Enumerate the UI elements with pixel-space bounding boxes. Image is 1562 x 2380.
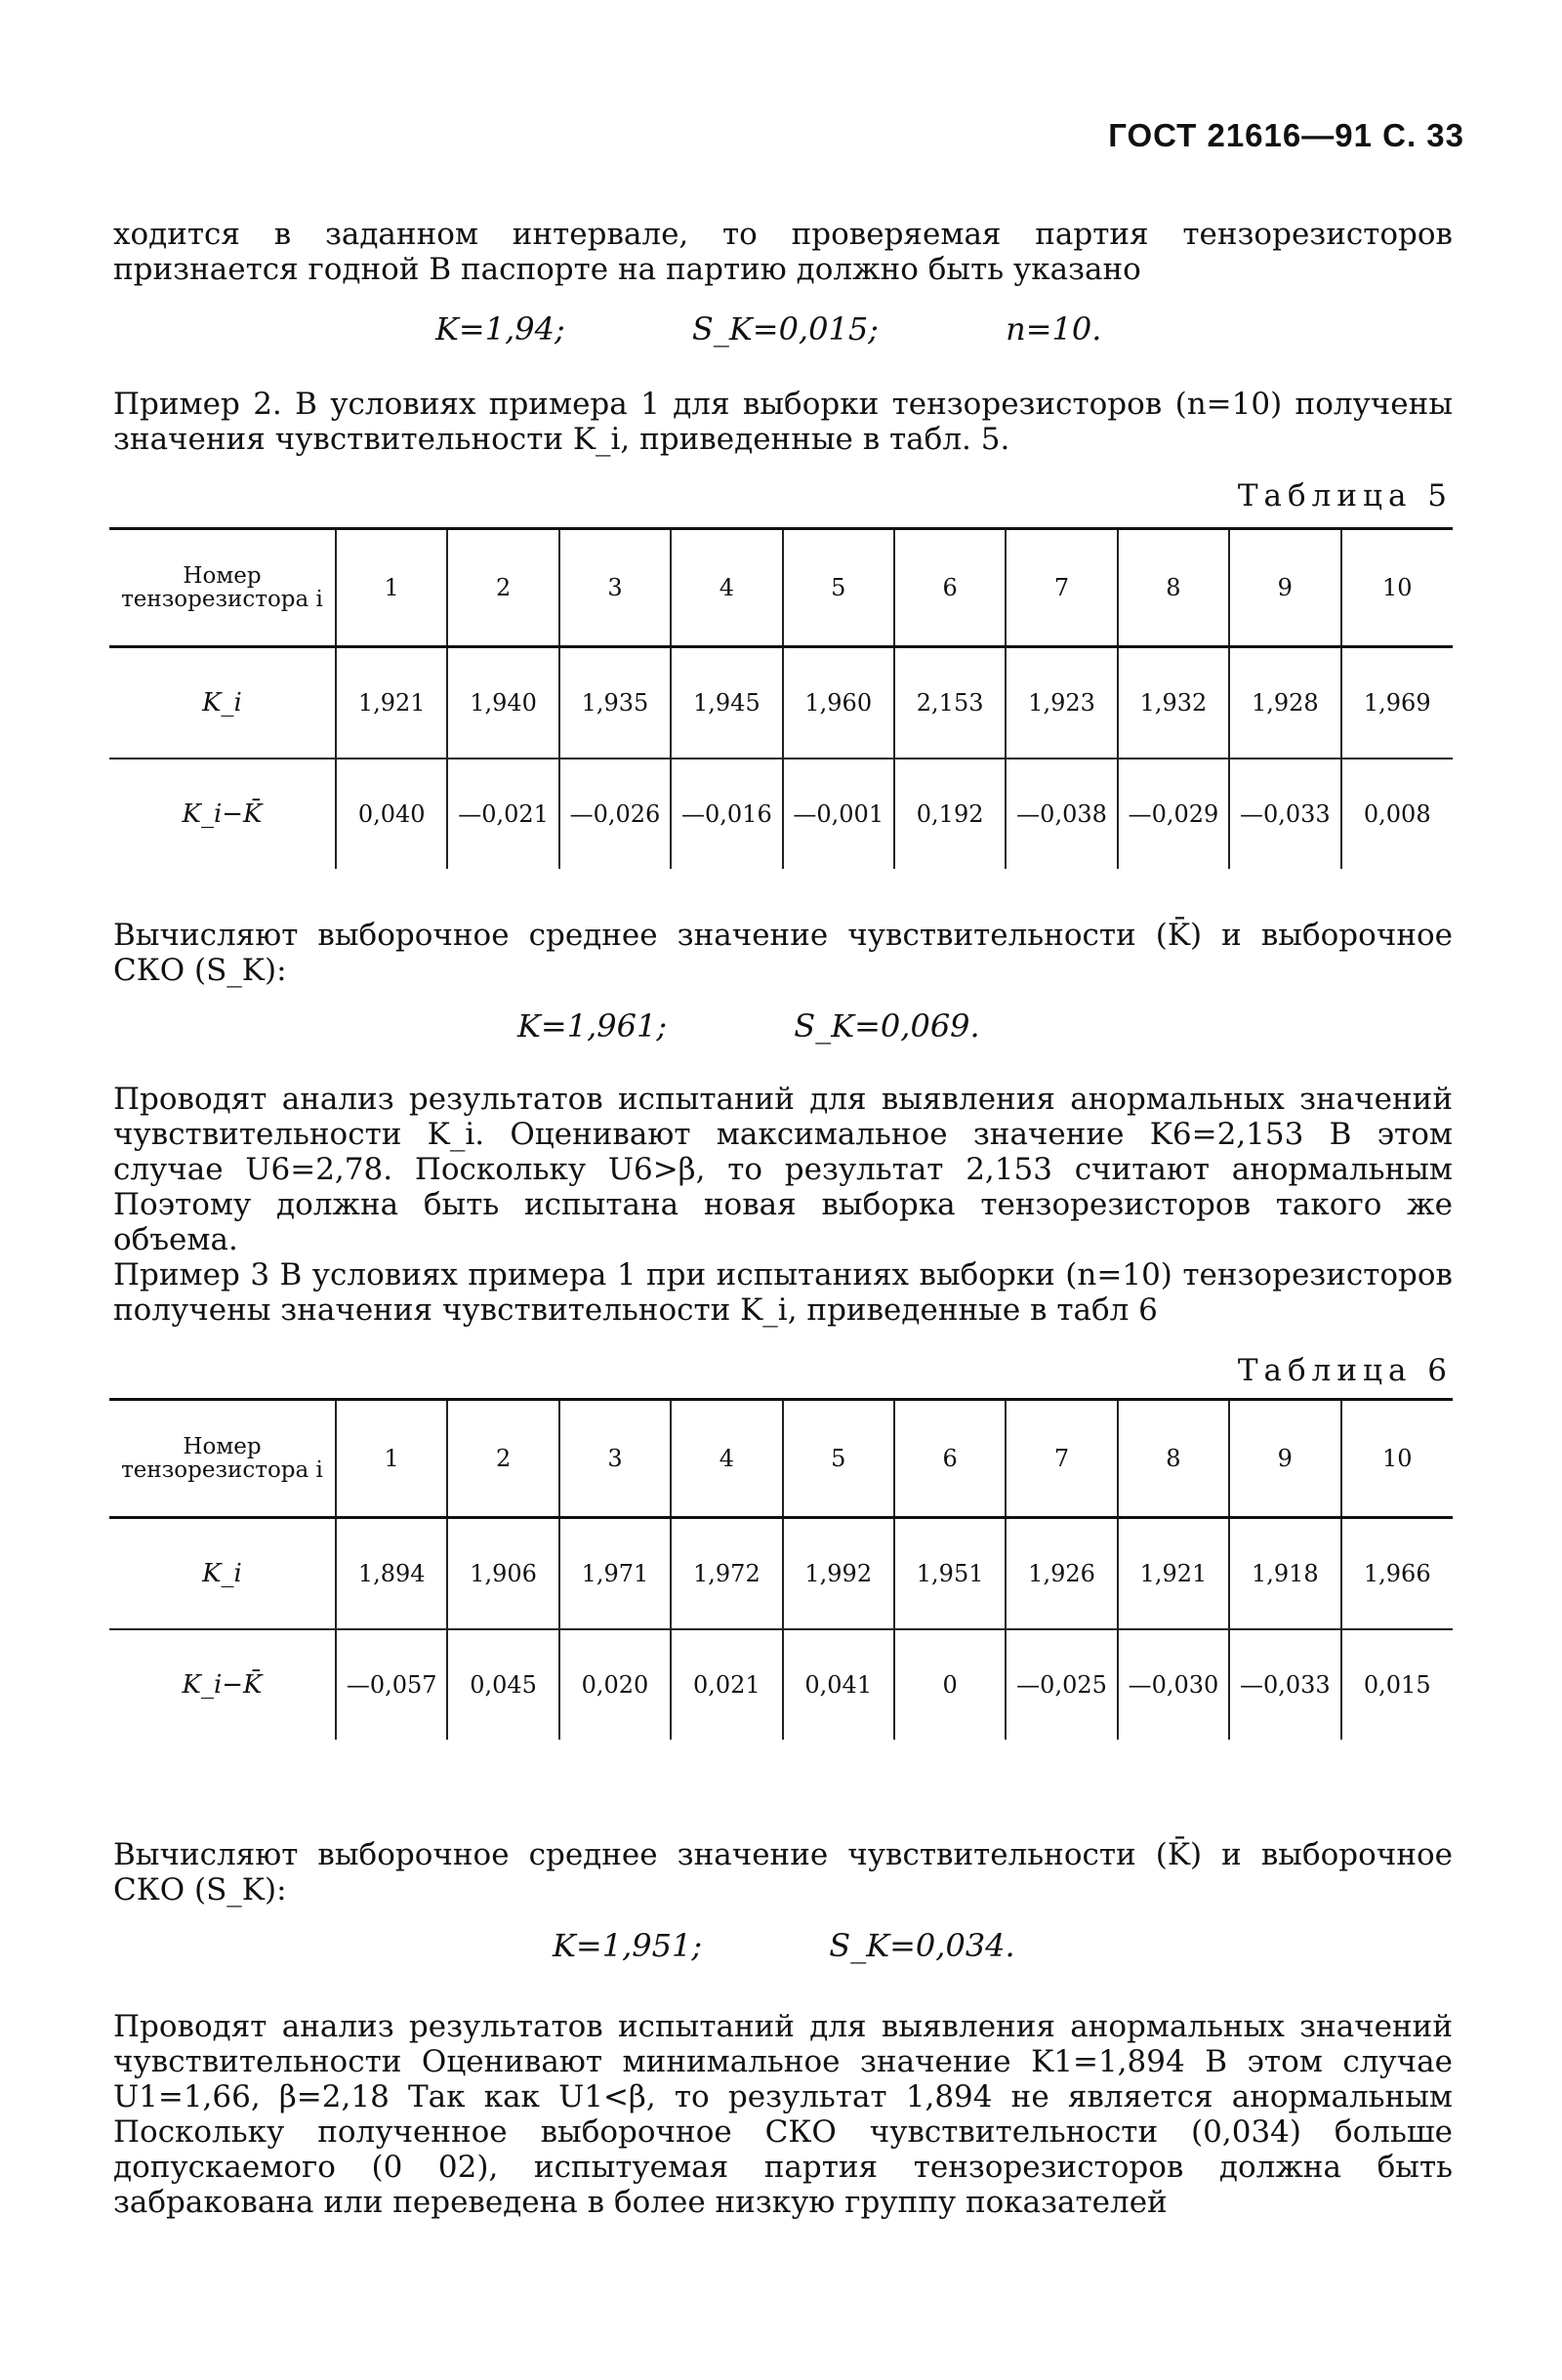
table-cell: 0,020 (559, 1629, 671, 1740)
table-cell: 1,966 (1341, 1518, 1453, 1630)
table-cell: 1,932 (1118, 647, 1229, 759)
formula-2-s: S_K=0,069. (794, 1007, 980, 1045)
formula-3-k: K=1,951; (553, 1927, 703, 1964)
table-5-col: 10 (1341, 529, 1453, 647)
table-cell: 0,008 (1341, 759, 1453, 869)
table-6-col: 6 (894, 1400, 1006, 1518)
table-cell: 1,972 (671, 1518, 782, 1630)
table-5-col: 7 (1006, 529, 1117, 647)
table-5-col: 8 (1118, 529, 1229, 647)
table-cell: 1,906 (447, 1518, 558, 1630)
table-6-col: 8 (1118, 1400, 1229, 1518)
table-cell: —0,030 (1118, 1629, 1229, 1740)
table-5-col: 5 (783, 529, 894, 647)
table-cell: —0,025 (1006, 1629, 1117, 1740)
table-cell: —0,016 (671, 759, 782, 869)
table-6-caption: Таблица 6 (1237, 1353, 1453, 1388)
table-cell: 1,992 (783, 1518, 894, 1630)
table-5-col: 2 (447, 529, 558, 647)
table-5-row-diff (109, 759, 1453, 869)
paragraph-3: Вычисляют выборочное среднее значение чувствительности (K̄) и выборочное СКО (S_K): (113, 918, 1453, 988)
table-5-row-label: K_i (109, 647, 336, 759)
table-cell: 1,951 (894, 1518, 1006, 1630)
table-5-col: 6 (894, 529, 1006, 647)
table-cell: 1,945 (671, 647, 782, 759)
table-5-col: 4 (671, 529, 782, 647)
table-6 (109, 1398, 1453, 1740)
formula-1 (435, 310, 1218, 348)
table-6-header-row (109, 1400, 1453, 1518)
table-cell: 0 (894, 1629, 1006, 1740)
table-cell: 1,894 (336, 1518, 447, 1630)
formula-3 (553, 1927, 1132, 1964)
table-6-row-k (109, 1518, 1453, 1630)
paragraph-2: Пример 2. В условиях примера 1 для выборки тензорезисторов (n=10) получены значения чувствительности K_i, приведенные в табл. 5. (113, 387, 1453, 457)
table-6-col: 5 (783, 1400, 894, 1518)
table-cell: 1,940 (447, 647, 558, 759)
table-5-row-k (109, 647, 1453, 759)
formula-1-k: K=1,94; (435, 310, 565, 348)
table-6-header-label: Номер тензорезистора i (109, 1400, 336, 1518)
table-cell: 0,045 (447, 1629, 558, 1740)
table-cell: 2,153 (894, 647, 1006, 759)
table-cell: —0,001 (783, 759, 894, 869)
formula-1-s: S_K=0,015; (691, 310, 879, 348)
table-cell: —0,021 (447, 759, 558, 869)
table-6-row-diff (109, 1629, 1453, 1740)
table-5-col: 3 (559, 529, 671, 647)
table-cell: —0,057 (336, 1629, 447, 1740)
table-cell: —0,038 (1006, 759, 1117, 869)
table-6-row-label: K_i (109, 1518, 336, 1630)
table-cell: 0,192 (894, 759, 1006, 869)
table-5 (109, 527, 1453, 869)
table-cell: 1,921 (336, 647, 447, 759)
paragraph-7: Проводят анализ результатов испытаний для выявления анормальных значений чувствительности Оценивают минимальное значение K1=1,894 В этом случае U1=1,66, β=2,18 Так как U1<β, то результат 1,894 не является анормальным Поскольку полученное выборочное СКО чувствительности (0,034) больше допускаемого (0 02), испытуемая партия тензорезисторов должна быть забракована или переведена в более низкую группу показателей (113, 2009, 1453, 2220)
table-cell: —0,026 (559, 759, 671, 869)
table-cell: 1,971 (559, 1518, 671, 1630)
paragraph-5: Пример 3 В условиях примера 1 при испытаниях выборки (n=10) тензорезисторов получены значения чувствительности K_i, приведенные в табл 6 (113, 1257, 1453, 1328)
table-5-row-label: K_i−K̄ (182, 800, 263, 829)
table-cell: 1,935 (559, 647, 671, 759)
paragraph-4: Проводят анализ результатов испытаний для выявления анормальных значений чувствительности K_i. Оценивают максимальное значение K6=2,153 В этом случае U6=2,78. Поскольку U6>β, то результат 2,153 считают анормальным Поэтому должна быть испытана новая выборка тензорезисторов такого же объема. (113, 1082, 1453, 1257)
table-6-col: 3 (559, 1400, 671, 1518)
table-cell: 0,015 (1341, 1629, 1453, 1740)
table-cell: —0,029 (1118, 759, 1229, 869)
table-cell: 1,928 (1229, 647, 1340, 759)
paragraph-1: ходится в заданном интервале, то проверяемая партия тензорезисторов признается годной В паспорте на партию должно быть указано (113, 217, 1453, 287)
page-header: ГОСТ 21616—91 С. 33 (1108, 117, 1464, 153)
formula-1-n: n=10. (1006, 310, 1102, 348)
table-cell: —0,033 (1229, 1629, 1340, 1740)
table-6-row-label: K_i−K̄ (182, 1670, 263, 1700)
table-cell: 1,921 (1118, 1518, 1229, 1630)
table-6-col: 4 (671, 1400, 782, 1518)
formula-3-s: S_K=0,034. (829, 1927, 1015, 1964)
table-5-col: 1 (336, 529, 447, 647)
table-cell: 1,960 (783, 647, 894, 759)
table-6-col: 7 (1006, 1400, 1117, 1518)
formula-2-k: K=1,961; (517, 1007, 668, 1045)
table-cell: 0,021 (671, 1629, 782, 1740)
table-5-col: 9 (1229, 529, 1340, 647)
table-5-header-row (109, 529, 1453, 647)
table-6-col: 10 (1341, 1400, 1453, 1518)
table-cell: 1,926 (1006, 1518, 1117, 1630)
paragraph-6: Вычисляют выборочное среднее значение чувствительности (K̄) и выборочное СКО (S_K): (113, 1837, 1453, 1908)
table-6-col: 2 (447, 1400, 558, 1518)
table-cell: 0,041 (783, 1629, 894, 1740)
table-6-col: 9 (1229, 1400, 1340, 1518)
formula-2 (517, 1007, 1097, 1045)
table-6-col: 1 (336, 1400, 447, 1518)
table-5-header-label: Номер тензорезистора i (109, 529, 336, 647)
table-cell: 0,040 (336, 759, 447, 869)
table-cell: —0,033 (1229, 759, 1340, 869)
table-cell: 1,969 (1341, 647, 1453, 759)
table-cell: 1,918 (1229, 1518, 1340, 1630)
table-cell: 1,923 (1006, 647, 1117, 759)
table-5-caption: Таблица 5 (1237, 478, 1453, 513)
